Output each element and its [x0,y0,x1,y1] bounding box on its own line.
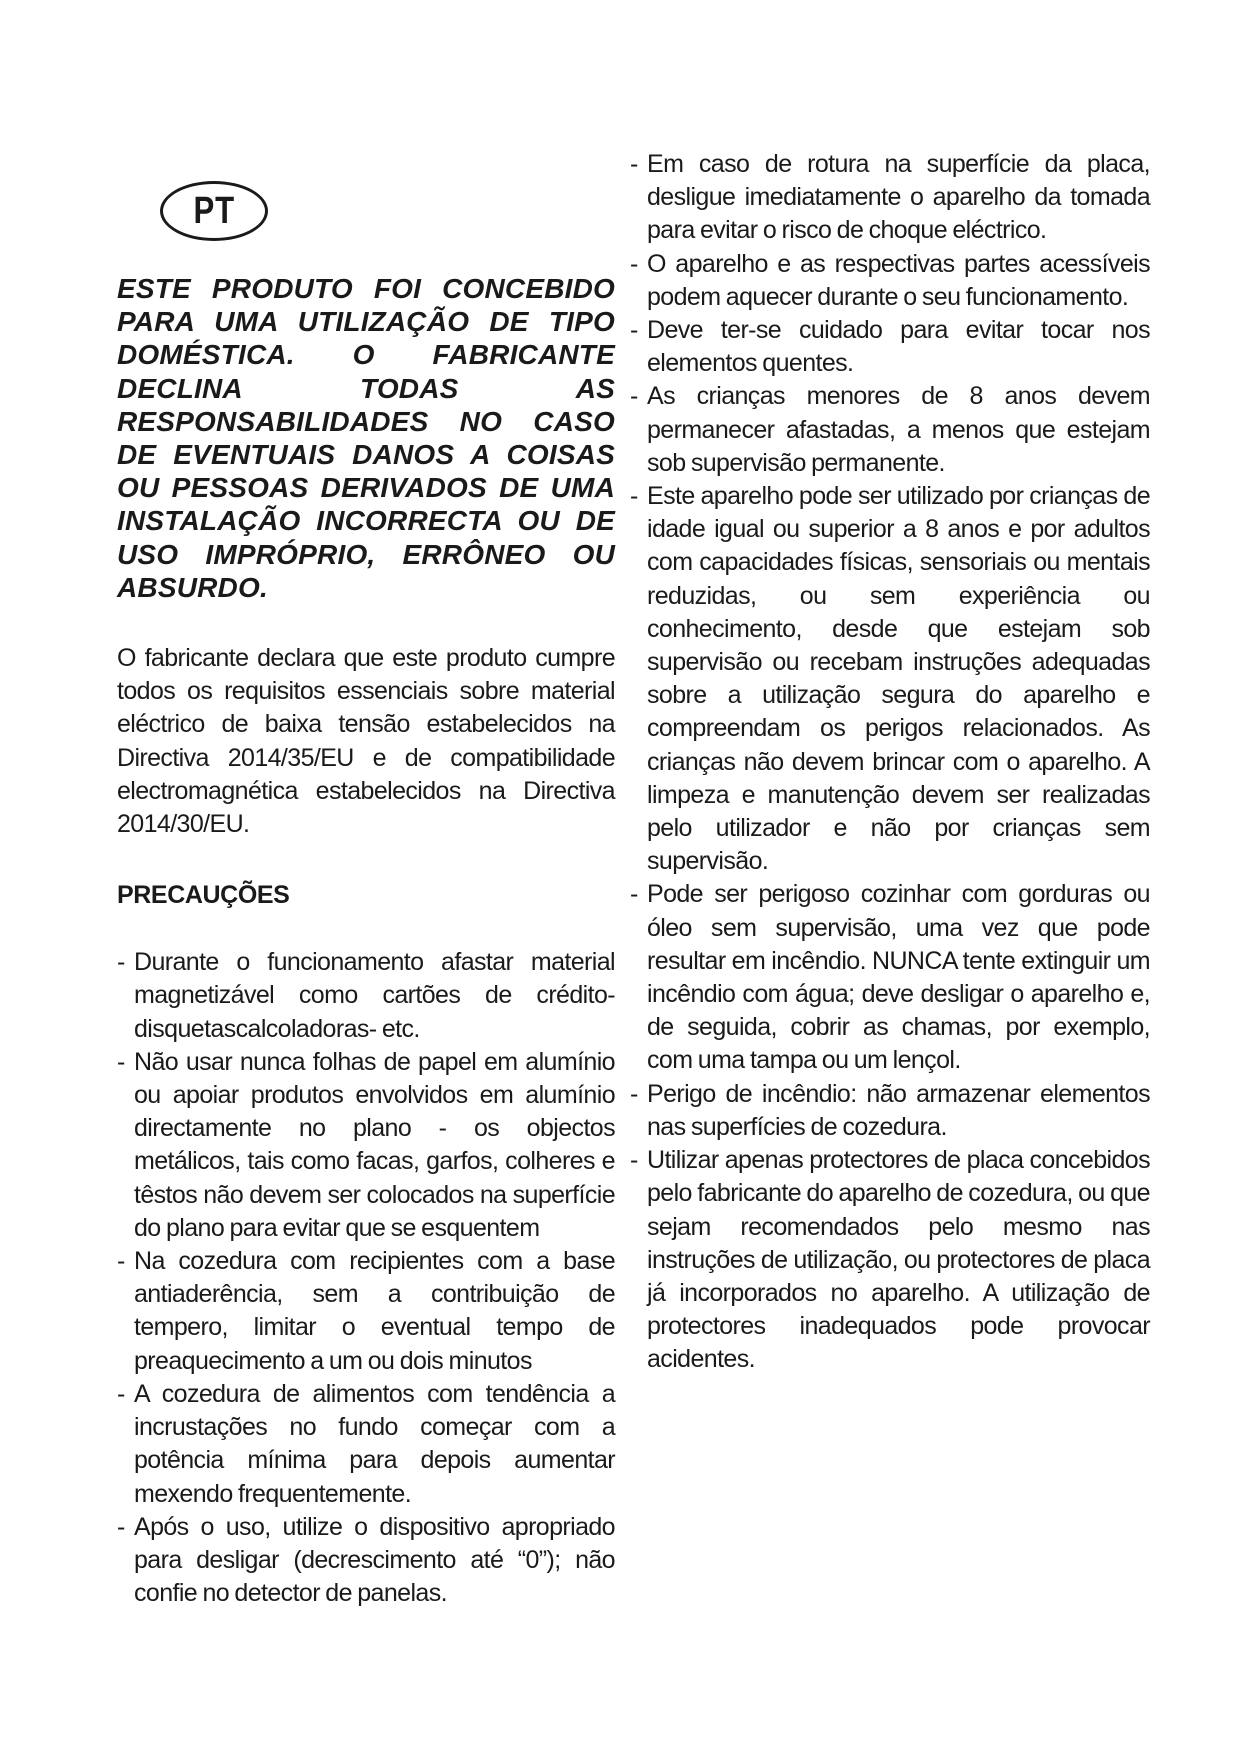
list-item [630,1078,1150,1144]
bullet-dash: - [630,249,638,278]
list-item-text: Deve ter-se cuidado para evitar tocar nos elementos quentes. [647,316,1150,378]
left-column [117,272,615,1610]
declaration-paragraph: O fabricante declara que este produto cumpre todos os requisitos essenciais sobre material eléctrico de baixa tensão estabelecidos na Directiva 2014/35/EU e de compatibilidade electromagnética estabelecidos na Directiva 2014/30/EU. [117,644,615,839]
list-item-text: A cozedura de alimentos com tendência a incrustações no fundo começar com a potência mínima para depois aumentar mexendo frequentemente. [134,1379,615,1508]
bullet-dash: - [117,1379,125,1408]
list-item [117,946,615,1046]
list-item [630,148,1150,248]
section-heading: PRECAUÇÕES [117,881,290,910]
list-item-text: As crianças menores de 8 anos devem permanecer afastadas, a menos que estejam sob supervisão permanente. [647,382,1150,477]
list-item-text: Em caso de rotura na superfície da placa, desligue imediatamente o aparelho da tomada para evitar o risco de choque eléctrico. [647,150,1150,245]
list-item [630,480,1150,878]
precautions-list-left [117,946,615,1610]
list-item [630,248,1150,314]
list-item [117,1245,615,1378]
language-badge [160,181,268,241]
list-item-text: Não usar nunca folhas de papel em alumínio ou apoiar produtos envolvidos em alumínio directamente no plano - os objectos metálicos, tais como facas, garfos, colheres e têstos não devem ser colocados na superfície do plano para evitar que se esquentem [134,1047,615,1242]
list-item [117,1378,615,1511]
list-item [117,1046,615,1245]
list-item-text: O aparelho e as respectivas partes acessíveis podem aquecer durante o seu funcionamento. [647,249,1150,311]
list-item-text: Durante o funcionamento afastar material magnetizável como cartões de crédito- disquetascalcoladoras- etc. [134,948,615,1043]
list-item [630,314,1150,380]
bullet-dash: - [630,880,638,909]
bullet-dash: - [630,1079,638,1108]
bullet-dash: - [630,150,638,178]
language-code: PT [193,189,235,232]
list-item [117,1511,615,1611]
list-item [630,380,1150,480]
bullet-dash: - [630,382,638,411]
bullet-dash: - [117,948,125,977]
list-item-text: Perigo de incêndio: não armazenar elementos nas superfícies de cozedura. [647,1079,1150,1141]
bullet-dash: - [630,316,638,345]
right-column [630,148,1150,1377]
list-item-text: Pode ser perigoso cozinhar com gorduras ou óleo sem supervisão, uma vez que pode resultar em incêndio. NUNCA tente extinguir um incêndio com água; deve desligar o aparelho e, de seguida, cobrir as chamas, por exemplo, com uma tampa ou um lençol. [647,880,1150,1075]
bullet-dash: - [117,1247,125,1276]
bullet-dash: - [117,1512,125,1541]
precautions-list-right [630,148,1150,1377]
list-item-text: Este aparelho pode ser utilizado por crianças de idade igual ou superior a 8 anos e por adultos com capacidades físicas, sensoriais ou mentais reduzidas, ou sem experiência ou conhecimento, desde que estejam sob supervisão ou recebam instruções adequadas sobre a utilização segura do aparelho e compreendam os perigos relacionados. As crianças não devem brincar com o aparelho. A limpeza e manutenção devem ser realizadas pelo utilizador e não por crianças sem supervisão. [647,482,1150,876]
list-item-text: Na cozedura com recipientes com a base antiaderência, sem a contribuição de tempero, limitar o eventual tempo de preaquecimento a um ou dois minutos [134,1247,615,1375]
bullet-dash: - [117,1047,125,1076]
safety-warning: ESTE PRODUTO FOI CONCEBIDO PARA UMA UTILIZAÇÃO DE TIPO DOMÉSTICA. O FABRICANTE DECLINA TODAS AS RESPONSABILIDADES NO CASO DE EVENTUAIS DANOS A COISAS OU PESSOAS DERIVADOS DE UMA INSTALAÇÃO INCORRECTA OU DE USO IMPRÓPRIO, ERRÔNEO OU ABSURDO. [117,273,615,603]
list-item [630,878,1150,1077]
list-item-text: Utilizar apenas protectores de placa concebidos pelo fabricante do aparelho de cozedura, ou que sejam recomendados pelo mesmo nas instruções de utilização, ou protectores de placa já incorporados no aparelho. A utilização de protectores inadequados pode provocar acidentes. [647,1146,1150,1374]
bullet-dash: - [630,1146,638,1175]
bullet-dash: - [630,482,638,511]
list-item-text: Após o uso, utilize o dispositivo apropriado para desligar (decrescimento até “0”); não confie no detector de panelas. [134,1512,615,1608]
list-item [630,1144,1150,1376]
